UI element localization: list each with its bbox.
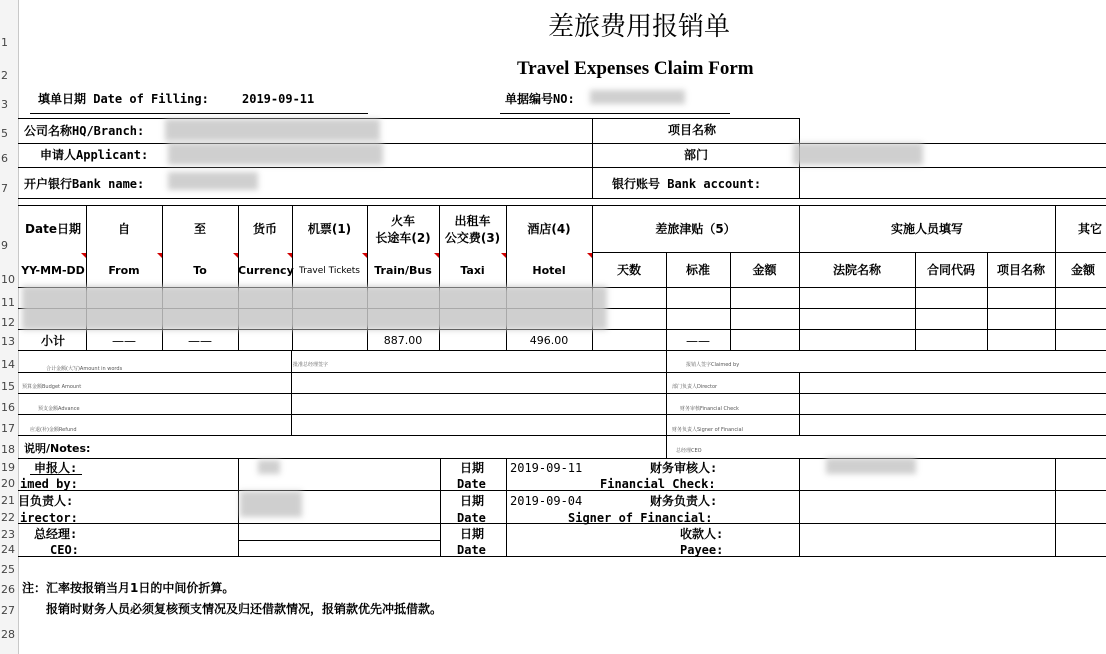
grid-line [18, 205, 1106, 206]
grid-line [799, 372, 800, 435]
grid-line [18, 414, 1106, 415]
grid-line [666, 252, 667, 458]
director-label-cn: 目负责人: [18, 494, 74, 508]
date-label-en-3: Date [457, 543, 486, 557]
header-days: 天数 [616, 263, 641, 277]
grid-line [592, 252, 1106, 253]
header-other-cn: 其它 [1078, 222, 1103, 236]
row-number: 15 [1, 380, 15, 393]
header-implementation-cn: 实施人员填写 [890, 222, 963, 236]
row-number: 11 [1, 296, 15, 309]
header-air-en: Travel Tickets [299, 266, 360, 276]
grid-line [18, 556, 1106, 557]
row-number: 14 [1, 358, 15, 371]
director-label-en: irector: [20, 511, 78, 525]
filing-underline [30, 113, 368, 114]
row-number: 2 [1, 69, 8, 82]
approval-label: 批准总经理签字 [293, 362, 329, 368]
department-label: 部门 [684, 148, 709, 162]
row-number: 21 [1, 494, 15, 507]
form-title-cn: 差旅费用报销单 [548, 12, 731, 41]
advance-label: 预支金额Advance [38, 406, 80, 412]
redacted-director-signature [240, 491, 302, 517]
grid-line [18, 372, 1106, 373]
date-label-en-1: Date [457, 477, 486, 491]
financial-check-label-cn: 财务审核人: [650, 461, 718, 475]
row-number: 23 [1, 528, 15, 541]
header-train-cn1: 火车 [390, 214, 415, 228]
grid-line [238, 540, 440, 541]
row-number: 28 [1, 628, 15, 641]
header-project: 项目名称 [996, 263, 1045, 277]
footnote-exchange-rate: 注：汇率按报销当月1日的中间价折算。 [22, 581, 235, 595]
refund-label: 应退(补)金额Refund [30, 427, 77, 433]
row-number: 3 [1, 98, 8, 111]
header-taxi-cn1: 出租车 [454, 214, 491, 228]
right-label-3: 财务审核Financial Check [680, 406, 739, 412]
subtotal-to: —— [188, 334, 212, 348]
company-label: 公司名称HQ/Branch: [24, 124, 145, 138]
header-hotel-cn: 酒店(4) [527, 222, 571, 236]
bank-account-label: 银行账号 Bank account: [612, 177, 762, 191]
redacted-doc-number [590, 90, 685, 104]
footnote-repayment: 报销时财务人员必须复核预支情况及归还借款情况，报销款优先冲抵借款。 [46, 602, 443, 616]
date-label-en-2: Date [457, 511, 486, 525]
applicant-label: 申请人Applicant: [40, 148, 149, 162]
comment-indicator-icon[interactable] [587, 253, 592, 258]
grid-line [18, 523, 1106, 524]
payee-label-en: Payee: [680, 543, 724, 557]
bank-name-label: 开户银行Bank name: [24, 177, 145, 191]
financial-check-label-en: Financial Check: [600, 477, 716, 491]
row-number: 17 [1, 422, 15, 435]
grid-line [1055, 205, 1056, 350]
header-to-cn: 至 [193, 222, 206, 236]
redacted-bank-name [168, 172, 258, 190]
header-court: 法院名称 [832, 263, 881, 277]
sign-date-1[interactable]: 2019-09-11 [510, 461, 583, 475]
financial-head-label-cn: 财务负责人: [650, 494, 718, 508]
row-number: 16 [1, 401, 15, 414]
row-number: 9 [1, 239, 8, 252]
header-amount: 金额 [752, 263, 777, 277]
grid-line [1055, 458, 1056, 556]
row-number: 10 [1, 273, 15, 286]
header-air-cn: 机票(1) [307, 222, 352, 236]
budget-label: 预算金额Budget Amount [22, 384, 82, 390]
header-hotel-en: Hotel [532, 264, 566, 277]
grid-line [238, 458, 239, 556]
ceo-label-en: CEO: [50, 543, 79, 557]
docno-underline [500, 113, 730, 114]
claimant-label-en: imed by: [20, 477, 78, 491]
header-other-amount: 金额 [1071, 263, 1096, 277]
row-number: 22 [1, 511, 15, 524]
grid-line [506, 458, 507, 556]
underline [30, 474, 82, 475]
row-number: 6 [1, 152, 8, 165]
redacted-financial-check [826, 458, 916, 474]
grid-line [291, 350, 292, 435]
comment-indicator-icon[interactable] [287, 253, 292, 258]
header-from-en: From [108, 264, 140, 277]
redacted-expense-rows [22, 286, 607, 330]
header-currency-cn: 货币 [252, 222, 277, 236]
right-label-2: 部门负责人Director [672, 384, 718, 390]
grid-line [18, 118, 800, 119]
right-label-5: 总经理CEO [676, 448, 702, 454]
comment-indicator-icon[interactable] [233, 253, 238, 258]
document-number-label: 单据编号NO: [505, 92, 575, 106]
right-label-4: 财务负责人Signer of Financial [672, 427, 743, 433]
row-number: 7 [1, 182, 8, 195]
subtotal-train[interactable]: 887.00 [383, 334, 423, 347]
grid-line [18, 350, 1106, 351]
claimant-label-cn: 申报人: [34, 461, 78, 475]
subtotal-hotel[interactable]: 496.00 [529, 334, 569, 347]
row-number: 12 [1, 316, 15, 329]
date-label-cn-1: 日期 [460, 461, 485, 475]
total-words-label: 合计金额(大写)Amount in words [46, 366, 123, 372]
date-label-cn-2: 日期 [460, 494, 485, 508]
financial-head-label-en: Signer of Financial: [568, 511, 713, 525]
row-number: 26 [1, 583, 15, 596]
header-train-en: Train/Bus [374, 264, 432, 277]
grid-line [18, 458, 1106, 459]
header-allowance-cn: 差旅津贴（5） [655, 222, 736, 236]
redacted-claimant-signature [258, 460, 280, 474]
date-label-cn-3: 日期 [460, 527, 485, 541]
grid-line [18, 167, 1106, 168]
grid-line [18, 393, 1106, 394]
header-taxi-en: Taxi [460, 264, 485, 277]
right-label-1: 报销人签字Claimed by [686, 362, 740, 368]
filing-date-value[interactable]: 2019-09-11 [242, 92, 315, 106]
header-to-en: To [193, 264, 207, 277]
grid-line [440, 458, 441, 556]
comment-indicator-icon[interactable] [501, 253, 506, 258]
comment-indicator-icon[interactable] [157, 253, 162, 258]
row-number: 25 [1, 563, 15, 576]
redacted-applicant [168, 143, 383, 165]
comment-indicator-icon[interactable] [362, 253, 367, 258]
redacted-company [165, 119, 380, 141]
header-contract: 合同代码 [926, 263, 975, 277]
row-number: 24 [1, 543, 15, 556]
grid-line [799, 458, 800, 556]
row-header-column [0, 0, 19, 654]
comment-indicator-icon[interactable] [81, 253, 86, 258]
project-name-label: 项目名称 [668, 123, 717, 137]
subtotal-label: 小计 [40, 334, 65, 348]
header-currency-en: Currency [238, 264, 294, 277]
comment-indicator-icon[interactable] [434, 253, 439, 258]
row-number: 1 [1, 36, 8, 49]
filing-date-label: 填单日期 Date of Filling: [38, 92, 209, 106]
header-date-en: YY-MM-DD [21, 264, 85, 277]
notes-label: 说明/Notes: [24, 442, 91, 455]
redacted-department [793, 143, 923, 165]
grid-line [592, 118, 593, 198]
row-number: 27 [1, 604, 15, 617]
subtotal-standard: —— [686, 334, 710, 348]
header-standard: 标准 [685, 263, 710, 277]
sign-date-2[interactable]: 2019-09-04 [510, 494, 583, 508]
grid-line [18, 490, 1106, 491]
grid-line [18, 435, 1106, 436]
row-number: 18 [1, 443, 15, 456]
row-number: 20 [1, 477, 15, 490]
row-number: 13 [1, 335, 15, 348]
row-number: 5 [1, 127, 8, 140]
ceo-label-cn: 总经理: [34, 527, 78, 541]
grid-line [18, 198, 1106, 199]
payee-label-cn: 收款人: [680, 527, 724, 541]
header-from-cn: 自 [117, 222, 130, 236]
form-title-en: Travel Expenses Claim Form [517, 58, 754, 79]
header-taxi-cn2: 公交费(3) [444, 231, 501, 245]
header-date-cn: Date日期 [25, 222, 81, 236]
header-train-cn2: 长途车(2) [375, 231, 431, 245]
subtotal-from: —— [112, 334, 136, 348]
row-number: 19 [1, 461, 15, 474]
